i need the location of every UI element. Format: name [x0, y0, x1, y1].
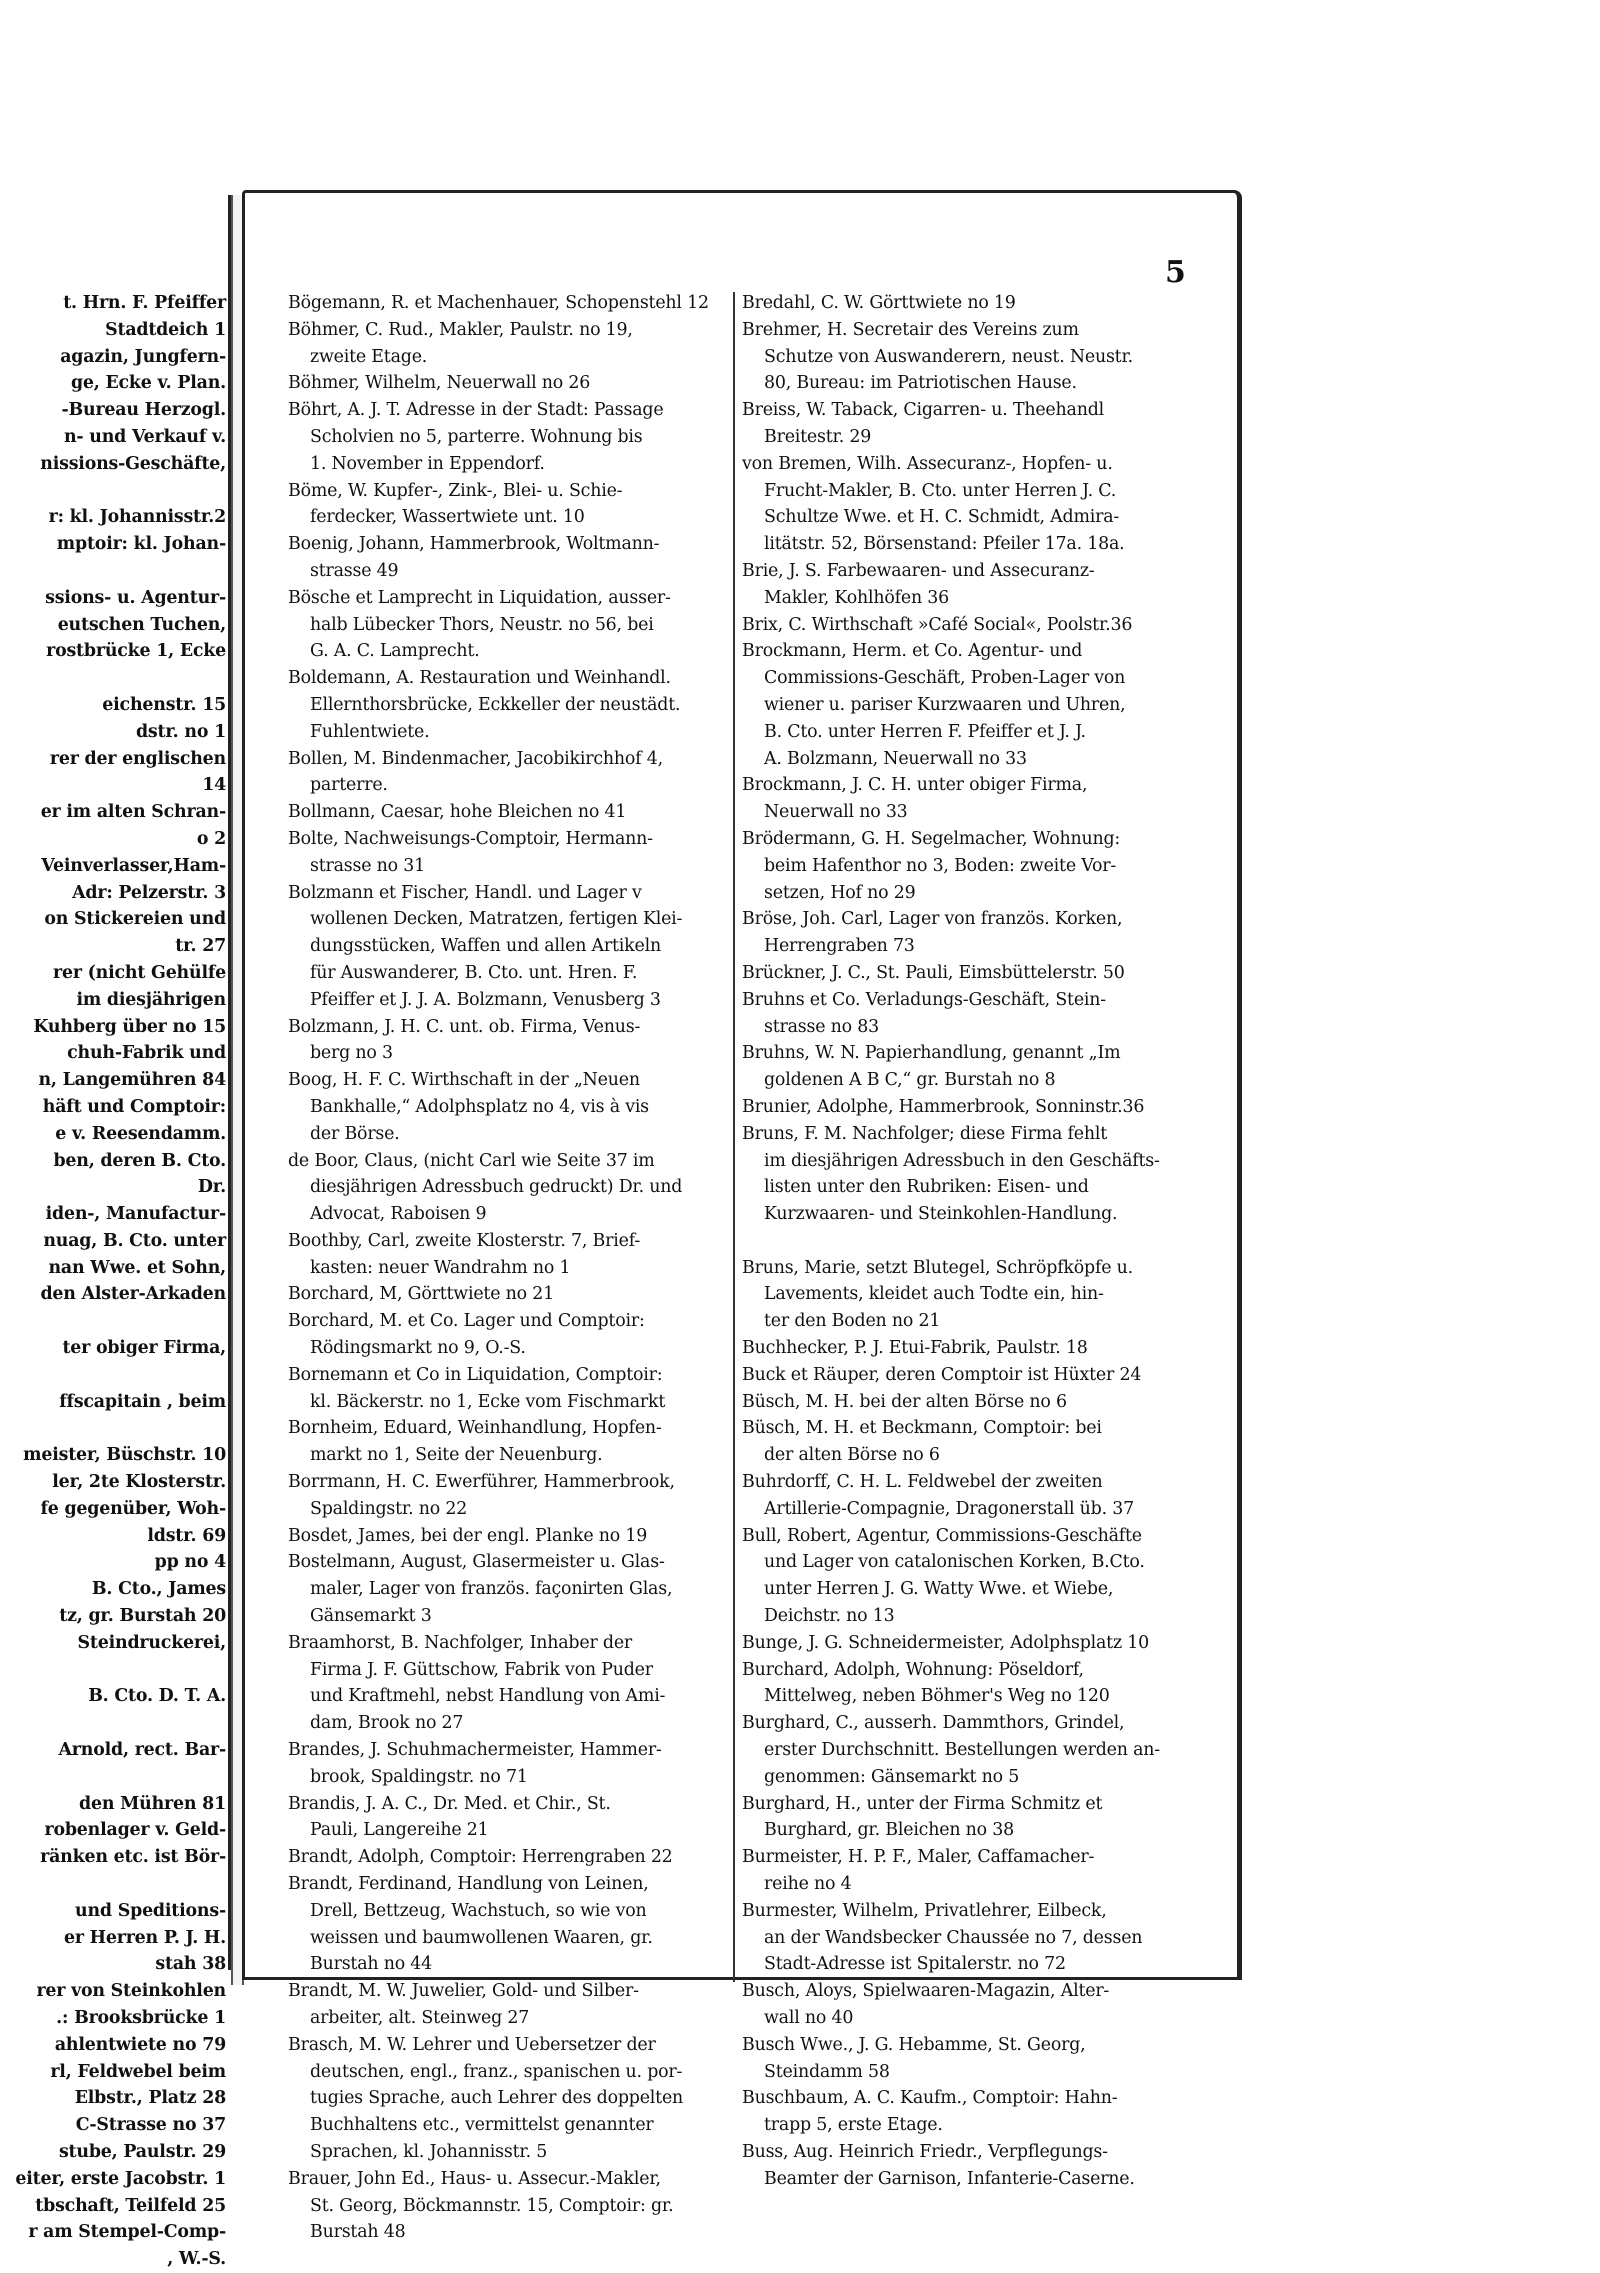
- left-page-line: Steindruckerei,: [77, 1632, 226, 1653]
- directory-entry: Breiss, W. Taback, Cigarren- u. Theehandl: [742, 400, 1104, 421]
- directory-entry: Brockmann, Herm. et Co. Agentur- und: [742, 641, 1083, 662]
- left-page-line: C-Strasse no 37: [75, 2115, 226, 2136]
- directory-entry-continuation: wiener u. pariser Kurzwaaren und Uhren,: [764, 694, 1126, 715]
- left-page-line: mptoir: kl. Johan-: [56, 534, 226, 555]
- directory-entry: Bornheim, Eduard, Weinhandlung, Hopfen-: [288, 1418, 662, 1439]
- directory-entry-continuation: setzen, Hof no 29: [764, 882, 916, 903]
- directory-entry: Böhrt, A. J. T. Adresse in der Stadt: Passage: [288, 400, 664, 421]
- left-page-line: ldstr. 69: [147, 1525, 226, 1546]
- directory-entry: Brockmann, J. C. H. unter obiger Firma,: [742, 775, 1088, 796]
- left-page-line: [0, 558, 226, 585]
- left-page-line: rostbrücke 1, Ecke: [46, 641, 226, 662]
- left-page-line: ge, Ecke v. Plan.: [70, 373, 226, 394]
- left-page-line: Adr: Pelzerstr. 3: [72, 882, 226, 903]
- left-page-line: r am Stempel-Comp-: [28, 2222, 226, 2243]
- directory-entry-continuation: ter den Boden no 21: [764, 1311, 941, 1332]
- directory-entry: Bruhns et Co. Verladungs-Geschäft, Stein-: [742, 989, 1106, 1010]
- left-page-line: [0, 665, 226, 692]
- directory-entry-continuation: Neuerwall no 33: [764, 802, 908, 823]
- left-page-line: .: Brooksbrücke 1: [56, 2008, 226, 2028]
- directory-entry-continuation: Sprachen, kl. Johannisstr. 5: [310, 2141, 548, 2162]
- directory-entry-continuation: 80, Bureau: im Patriotischen Hause.: [764, 373, 1077, 394]
- directory-entry-continuation: Burghard, gr. Bleichen no 38: [764, 1820, 1014, 1841]
- directory-entry-continuation: Breitestr. 29: [764, 426, 872, 447]
- directory-entry: Bolzmann, J. H. C. unt. ob. Firma, Venus-: [288, 1016, 641, 1037]
- directory-entry: Borrmann, H. C. Ewerführer, Hammerbrook,: [288, 1472, 675, 1493]
- directory-entry: Brandis, J. A. C., Dr. Med. et Chir., St.: [288, 1793, 611, 1814]
- directory-entry: Büsch, M. H. bei der alten Börse no 6: [742, 1391, 1067, 1412]
- directory-column-left: [288, 290, 728, 2246]
- left-page-line: agazin, Jungfern-: [60, 346, 226, 367]
- directory-entry-continuation: und Lager von catalonischen Korken, B.Cto.: [764, 1552, 1145, 1573]
- left-page-line: tz, gr. Burstah 20: [59, 1606, 226, 1627]
- directory-entry: Bunge, J. G. Schneidermeister, Adolphsplatz 10: [742, 1632, 1149, 1653]
- directory-entry-continuation: Ellernthorsbrücke, Eckkeller der neustädt.: [310, 694, 681, 715]
- page-number: 5: [1165, 255, 1186, 290]
- column-divider: [733, 292, 735, 1982]
- directory-entry: Böhmer, Wilhelm, Neuerwall no 26: [288, 373, 591, 394]
- directory-entry-continuation: berg no 3: [310, 1043, 393, 1064]
- left-page-line: dstr. no 1: [135, 721, 226, 742]
- left-page-line: B. Cto. D. T. A.: [88, 1686, 226, 1707]
- directory-entry-continuation: ferdecker, Wassertwiete unt. 10: [310, 507, 585, 528]
- directory-entry-continuation: Buchhaltens etc., vermittelst genannter: [310, 2115, 654, 2136]
- directory-entry-continuation: Makler, Kohlhöfen 36: [764, 587, 950, 608]
- directory-entry: Burghard, H., unter der Firma Schmitz et: [742, 1793, 1103, 1814]
- left-page-column: [0, 290, 226, 2273]
- directory-entry-continuation: reihe no 4: [764, 1874, 852, 1895]
- left-page-line: [0, 1657, 226, 1684]
- left-page-line: den Mühren 81: [79, 1793, 226, 1814]
- directory-entry: Brehmer, H. Secretair des Vereins zum: [742, 319, 1079, 340]
- directory-entry-continuation: tugies Sprache, auch Lehrer des doppelten: [310, 2088, 684, 2109]
- directory-entry-continuation: Schultze Wwe. et H. C. Schmidt, Admira-: [764, 507, 1120, 528]
- left-page-line: [0, 1362, 226, 1389]
- directory-entry-continuation: Pauli, Langereihe 21: [310, 1820, 489, 1841]
- left-page-line: er im alten Schran-: [40, 802, 226, 823]
- directory-entry-continuation: [742, 1228, 1182, 1255]
- left-page-line: iden-, Manufactur-: [45, 1204, 226, 1225]
- directory-entry-continuation: listen unter den Rubriken: Eisen- und: [764, 1177, 1089, 1198]
- left-page-line: t. Hrn. F. Pfeiffer: [63, 293, 226, 313]
- left-page-line: stube, Paulstr. 29: [58, 2141, 226, 2162]
- left-page-line: und Speditions-: [75, 1900, 226, 1921]
- directory-entry: Bruns, Marie, setzt Blutegel, Schröpfköpfe u.: [742, 1257, 1133, 1278]
- directory-entry-continuation: trapp 5, erste Etage.: [764, 2115, 943, 2136]
- directory-entry: Buchhecker, P. J. Etui-Fabrik, Paulstr. 18: [742, 1338, 1088, 1359]
- directory-entry-continuation: G. A. C. Lamprecht.: [310, 641, 480, 662]
- left-page-line: Arnold, rect. Bar-: [58, 1740, 226, 1761]
- directory-entry-continuation: der alten Börse no 6: [764, 1445, 940, 1466]
- directory-entry: Brödermann, G. H. Segelmacher, Wohnung:: [742, 828, 1121, 849]
- left-page-line: häft und Comptoir:: [42, 1096, 226, 1117]
- left-page-line: [0, 1308, 226, 1335]
- left-page-line: [0, 1764, 226, 1791]
- directory-entry-continuation: goldenen A B C,“ gr. Burstah no 8: [764, 1070, 1056, 1091]
- left-page-line: rer (nicht Gehülfe: [53, 962, 226, 983]
- left-page-line: eiter, erste Jacobstr. 1: [15, 2168, 226, 2189]
- left-page-line: er Herren P. J. H.: [63, 1927, 226, 1948]
- left-page-line: r: kl. Johannisstr.2: [48, 507, 226, 528]
- left-page-line: Elbstr., Platz 28: [74, 2088, 226, 2109]
- directory-entry: Brandt, Adolph, Comptoir: Herrengraben 22: [288, 1847, 673, 1868]
- directory-entry: Bornemann et Co in Liquidation, Comptoir:: [288, 1364, 663, 1385]
- directory-entry: Burmeister, H. P. F., Maler, Caffamacher-: [742, 1847, 1095, 1868]
- directory-entry: Boenig, Johann, Hammerbrook, Woltmann-: [288, 534, 660, 555]
- left-page-line: 14: [202, 775, 226, 796]
- directory-entry-continuation: Burstah 48: [310, 2222, 406, 2243]
- left-page-line: Veinverlasser,Ham-: [41, 855, 226, 876]
- directory-entry: Bröse, Joh. Carl, Lager von französ. Korken,: [742, 909, 1123, 930]
- directory-entry-continuation: Scholvien no 5, parterre. Wohnung bis: [310, 426, 643, 447]
- directory-entry-continuation: dungsstücken, Waffen und allen Artikeln: [310, 936, 661, 957]
- directory-entry: Brie, J. S. Farbewaaren- und Assecuranz-: [742, 560, 1095, 581]
- directory-entry-continuation: Beamter der Garnison, Infanterie-Caserne.: [764, 2168, 1135, 2189]
- left-page-line: Dr.: [197, 1177, 226, 1198]
- directory-entry: Borchard, M. et Co. Lager und Comptoir:: [288, 1311, 645, 1332]
- left-page-line: ssions- u. Agentur-: [45, 587, 226, 608]
- left-page-line: e v. Reesendamm.: [55, 1123, 226, 1144]
- directory-entry-continuation: wollenen Decken, Matratzen, fertigen Klei-: [310, 909, 683, 930]
- left-page-line: im diesjährigen: [76, 989, 226, 1010]
- directory-entry-continuation: zweite Etage.: [310, 346, 428, 367]
- left-page-line: nissions-Geschäfte,: [40, 453, 226, 474]
- directory-entry: Bösche et Lamprecht in Liquidation, ausser-: [288, 587, 671, 608]
- directory-entry-continuation: Burstah no 44: [310, 1954, 433, 1975]
- directory-entry-continuation: strasse 49: [310, 560, 399, 581]
- directory-entry-continuation: brook, Spaldingstr. no 71: [310, 1766, 528, 1787]
- directory-entry: Bollmann, Caesar, hohe Bleichen no 41: [288, 802, 627, 823]
- directory-entry-continuation: Stadt-Adresse ist Spitalerstr. no 72: [764, 1954, 1066, 1975]
- directory-entry-continuation: halb Lübecker Thors, Neustr. no 56, bei: [310, 614, 654, 635]
- left-page-line: rl, Feldwebel beim: [50, 2061, 226, 2082]
- left-page-line: ter obiger Firma,: [62, 1338, 226, 1359]
- left-page-line: rer der englischen: [49, 748, 226, 769]
- directory-entry: Buschbaum, A. C. Kaufm., Comptoir: Hahn-: [742, 2088, 1118, 2109]
- directory-entry-continuation: A. Bolzmann, Neuerwall no 33: [764, 748, 1027, 769]
- left-page-line: tr. 27: [175, 936, 226, 957]
- left-page-fragment: [0, 195, 232, 2270]
- directory-entry-continuation: deutschen, engl., franz., spanischen u. por-: [310, 2061, 683, 2082]
- directory-entry: Bruns, F. M. Nachfolger; diese Firma fehlt: [742, 1123, 1108, 1144]
- left-page-line: n- und Verkauf v.: [63, 426, 226, 447]
- directory-entry-continuation: für Auswanderer, B. Cto. unt. Hren. F.: [310, 962, 638, 983]
- directory-entry: Burmester, Wilhelm, Privatlehrer, Eilbeck,: [742, 1900, 1107, 1921]
- left-page-line: meister, Büschstr. 10: [23, 1445, 226, 1466]
- directory-entry: Brandt, M. W. Juwelier, Gold- und Silber-: [288, 1981, 639, 2002]
- directory-entry-continuation: parterre.: [310, 775, 388, 796]
- directory-entry: Boog, H. F. C. Wirthschaft in der „Neuen: [288, 1070, 640, 1091]
- directory-entry-continuation: kl. Bäckerstr. no 1, Ecke vom Fischmarkt: [310, 1391, 666, 1412]
- directory-entry-continuation: Kurzwaaren- und Steinkohlen-Handlung.: [764, 1204, 1118, 1225]
- directory-entry-continuation: Fuhlentwiete.: [310, 721, 430, 742]
- directory-entry-continuation: strasse no 31: [310, 855, 425, 876]
- directory-entry-continuation: Mittelweg, neben Böhmer's Weg no 120: [764, 1686, 1110, 1707]
- directory-entry: Brückner, J. C., St. Pauli, Eimsbüttelerstr. 50: [742, 962, 1125, 983]
- directory-entry: Busch, Aloys, Spielwaaren-Magazin, Alter-: [742, 1981, 1110, 2002]
- left-page-line: ahlentwiete no 79: [54, 2034, 226, 2055]
- directory-entry: Buhrdorff, C. H. L. Feldwebel der zweiten: [742, 1472, 1103, 1493]
- left-page-line: B. Cto., James: [91, 1579, 226, 1600]
- directory-entry-continuation: erster Durchschnitt. Bestellungen werden an-: [764, 1740, 1160, 1761]
- left-page-line: ffscapitain , beim: [59, 1391, 226, 1412]
- directory-entry-continuation: an der Wandsbecker Chaussée no 7, dessen: [764, 1927, 1143, 1948]
- left-page-line: den Alster-Arkaden: [40, 1284, 226, 1305]
- directory-entry-continuation: wall no 40: [764, 2008, 854, 2028]
- left-page-line: on Stickereien und: [44, 909, 226, 930]
- directory-entry-continuation: strasse no 83: [764, 1016, 879, 1037]
- directory-entry-continuation: Advocat, Raboisen 9: [310, 1204, 487, 1225]
- directory-entry-continuation: markt no 1, Seite der Neuenburg.: [310, 1445, 603, 1466]
- left-page-line: eutschen Tuchen,: [57, 614, 226, 635]
- directory-entry: Brandes, J. Schuhmachermeister, Hammer-: [288, 1740, 662, 1761]
- directory-entry: Brauer, John Ed., Haus- u. Assecur.-Makler,: [288, 2168, 661, 2189]
- directory-entry-continuation: St. Georg, Böckmannstr. 15, Comptoir: gr.: [310, 2195, 674, 2216]
- directory-entry-continuation: litätstr. 52, Börsenstand: Pfeiler 17a. 18a.: [764, 534, 1125, 555]
- directory-entry-continuation: Firma J. F. Güttschow, Fabrik von Puder: [310, 1659, 653, 1680]
- directory-entry-continuation: Steindamm 58: [764, 2061, 890, 2082]
- directory-entry-continuation: Bankhalle,“ Adolphsplatz no 4, vis à vis: [310, 1096, 649, 1117]
- left-page-line: [0, 1871, 226, 1898]
- directory-entry: Bolzmann et Fischer, Handl. und Lager v: [288, 882, 642, 903]
- directory-entry: Bögemann, R. et Machenhauer, Schopenstehl 12: [288, 293, 709, 313]
- directory-entry: von Bremen, Wilh. Assecuranz-, Hopfen- u.: [742, 453, 1113, 474]
- directory-entry-continuation: im diesjährigen Adressbuch in den Geschäfts-: [764, 1150, 1160, 1171]
- directory-entry-continuation: arbeiter, alt. Steinweg 27: [310, 2008, 530, 2028]
- left-page-line: Kuhberg über no 15: [33, 1016, 226, 1037]
- directory-entry-continuation: kasten: neuer Wandrahm no 1: [310, 1257, 571, 1278]
- directory-entry: Brandt, Ferdinand, Handlung von Leinen,: [288, 1874, 649, 1895]
- directory-column-right: [742, 290, 1182, 2193]
- directory-entry: Burchard, Adolph, Wohnung: Pöseldorf,: [742, 1659, 1084, 1680]
- directory-entry-continuation: Spaldingstr. no 22: [310, 1498, 468, 1519]
- directory-entry-continuation: genommen: Gänsemarkt no 5: [764, 1766, 1020, 1787]
- directory-entry-continuation: Gänsemarkt 3: [310, 1606, 432, 1627]
- directory-entry: Bostelmann, August, Glasermeister u. Glas-: [288, 1552, 665, 1573]
- directory-entry: Bollen, M. Bindenmacher, Jacobikirchhof 4,: [288, 748, 663, 769]
- left-page-line: o 2: [196, 828, 226, 849]
- left-page-line: ler, 2te Klosterstr.: [52, 1472, 226, 1493]
- directory-entry-continuation: weissen und baumwollenen Waaren, gr.: [310, 1927, 653, 1948]
- left-page-line: robenlager v. Geld-: [44, 1820, 226, 1841]
- directory-entry-continuation: Drell, Bettzeug, Wachstuch, so wie von: [310, 1900, 647, 1921]
- directory-entry-continuation: Pfeiffer et J. J. A. Bolzmann, Venusberg 3: [310, 989, 661, 1010]
- left-page-line: [0, 1710, 226, 1737]
- left-page-line: ränken etc. ist Bör-: [40, 1847, 226, 1868]
- left-page-line: nan Wwe. et Sohn,: [48, 1257, 226, 1278]
- directory-entry-continuation: Herrengraben 73: [764, 936, 915, 957]
- directory-entry: Bosdet, James, bei der engl. Planke no 19: [288, 1525, 648, 1546]
- left-page-line: ben, deren B. Cto.: [53, 1150, 226, 1171]
- directory-entry-continuation: maler, Lager von französ. façonirten Glas,: [310, 1579, 673, 1600]
- directory-entry-continuation: Frucht-Makler, B. Cto. unter Herren J. C.: [764, 480, 1117, 501]
- left-page-line: eichenstr. 15: [102, 694, 226, 715]
- directory-entry-continuation: Deichstr. no 13: [764, 1606, 895, 1627]
- left-page-line: rer von Steinkohlen: [36, 1981, 226, 2002]
- directory-entry-continuation: Artillerie-Compagnie, Dragonerstall üb. 37: [764, 1498, 1134, 1519]
- directory-entry: Bolte, Nachweisungs-Comptoir, Hermann-: [288, 828, 653, 849]
- directory-entry-continuation: Rödingsmarkt no 9, O.-S.: [310, 1338, 526, 1359]
- left-page-line: n, Langemühren 84: [38, 1070, 226, 1091]
- directory-entry-continuation: Schutze von Auswanderern, neust. Neustr.: [764, 346, 1133, 367]
- left-page-line: fe gegenüber, Woh-: [40, 1498, 226, 1519]
- left-page-line: stah 38: [155, 1954, 226, 1975]
- directory-entry: Burghard, C., ausserh. Dammthors, Grindel,: [742, 1713, 1125, 1734]
- directory-entry-continuation: unter Herren J. G. Watty Wwe. et Wiebe,: [764, 1579, 1114, 1600]
- left-page-line: , W.-S.: [167, 2249, 226, 2270]
- left-page-line: Stadtdeich 1: [105, 319, 226, 340]
- directory-entry: Borchard, M, Görttwiete no 21: [288, 1284, 554, 1305]
- directory-entry: Busch Wwe., J. G. Hebamme, St. Georg,: [742, 2034, 1086, 2055]
- directory-entry-continuation: dam, Brook no 27: [310, 1713, 464, 1734]
- left-page-line: tbschaft, Teilfeld 25: [35, 2195, 226, 2216]
- directory-entry: Bull, Robert, Agentur, Commissions-Geschäfte: [742, 1525, 1142, 1546]
- left-page-line: [0, 1415, 226, 1442]
- left-page-line: [0, 478, 226, 505]
- directory-entry-continuation: beim Hafenthor no 3, Boden: zweite Vor-: [764, 855, 1117, 876]
- directory-entry: Brunier, Adolphe, Hammerbrook, Sonninstr.36: [742, 1096, 1145, 1117]
- directory-entry: Büsch, M. H. et Beckmann, Comptoir: bei: [742, 1418, 1102, 1439]
- directory-entry-continuation: 1. November in Eppendorf.: [310, 453, 545, 474]
- directory-entry: Braamhorst, B. Nachfolger, Inhaber der: [288, 1632, 633, 1653]
- left-page-line: -Bureau Herzogl.: [61, 400, 226, 421]
- directory-entry-continuation: B. Cto. unter Herren F. Pfeiffer et J. J.: [764, 721, 1086, 742]
- directory-entry: Brix, C. Wirthschaft »Café Social«, Poolstr.36: [742, 614, 1133, 635]
- directory-entry: Buss, Aug. Heinrich Friedr., Verpflegungs-: [742, 2141, 1108, 2162]
- left-page-line: nuag, B. Cto. unter: [43, 1230, 226, 1251]
- directory-entry: Boldemann, A. Restauration und Weinhandl.: [288, 668, 671, 689]
- directory-entry: de Boor, Claus, (nicht Carl wie Seite 37 im: [288, 1150, 655, 1171]
- directory-entry: Brasch, M. W. Lehrer und Uebersetzer der: [288, 2034, 656, 2055]
- directory-entry: Bredahl, C. W. Görttwiete no 19: [742, 293, 1016, 313]
- directory-entry-continuation: Lavements, kleidet auch Todte ein, hin-: [764, 1284, 1104, 1305]
- left-page-line: chuh-Fabrik und: [67, 1043, 226, 1064]
- directory-entry-continuation: diesjährigen Adressbuch gedruckt) Dr. und: [310, 1177, 683, 1198]
- directory-entry-continuation: und Kraftmehl, nebst Handlung von Ami-: [310, 1686, 666, 1707]
- directory-entry: Bruhns, W. N. Papierhandlung, genannt „Im: [742, 1043, 1121, 1064]
- directory-entry: Boothby, Carl, zweite Klosterstr. 7, Brief-: [288, 1230, 640, 1251]
- directory-entry-continuation: Commissions-Geschäft, Proben-Lager von: [764, 668, 1126, 689]
- directory-entry: Böme, W. Kupfer-, Zink-, Blei- u. Schie-: [288, 480, 623, 501]
- directory-entry: Buck et Räuper, deren Comptoir ist Hüxter 24: [742, 1364, 1142, 1385]
- directory-entry-continuation: der Börse.: [310, 1123, 400, 1144]
- left-page-line: pp no 4: [154, 1552, 226, 1573]
- directory-entry: Böhmer, C. Rud., Makler, Paulstr. no 19,: [288, 319, 633, 340]
